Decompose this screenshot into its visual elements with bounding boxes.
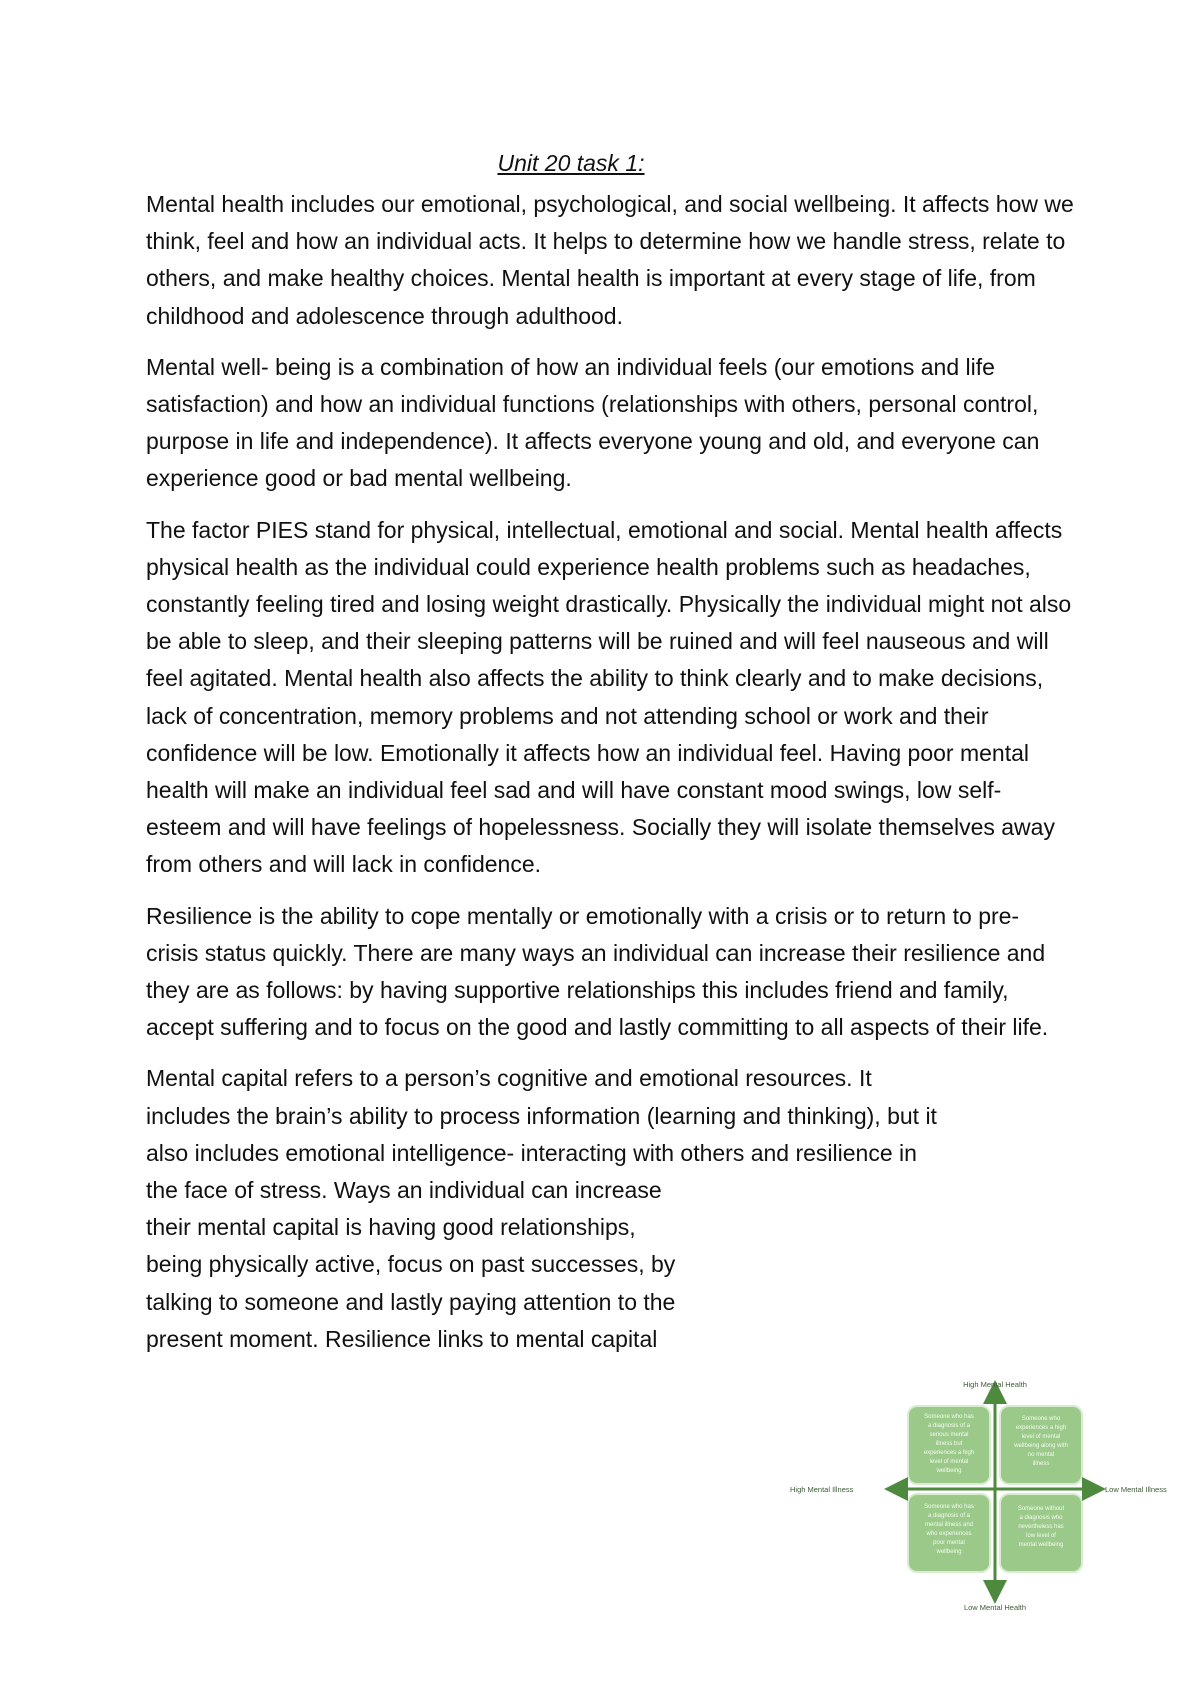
quadrant-text-line: Someone who: [1021, 1416, 1061, 1422]
document-page: [146, 148, 1076, 1372]
text-line: present moment. Resilience links to mental capital: [146, 1325, 658, 1352]
quadrant-text-line: illness: [1032, 1461, 1050, 1467]
paragraph-mental-capital: [146, 1060, 1076, 1358]
quadrant-text-line: mental illness and: [924, 1522, 974, 1528]
quadrant-text-line: who experiences: [926, 1531, 972, 1537]
quadrant-text-line: experiences a high: [1015, 1425, 1067, 1431]
mental-health-continuum-diagram: [790, 1380, 1198, 1626]
quadrant-text-line: wellbeing: [936, 1468, 962, 1474]
text-line: includes the brain’s ability to process information (learning and thinking), but it: [146, 1102, 937, 1129]
quadrant-text-line: mental wellbeing: [1018, 1542, 1064, 1548]
quadrant-text-line: poor mental: [933, 1540, 965, 1546]
quadrant-text-line: illness but: [935, 1441, 963, 1447]
paragraph-mental-wellbeing: Mental well- being is a combination of how an individual feels (our emotions and life satisfaction) and how an individual functions (relationships with others, personal control, purpose in life and independence). It affects everyone young and old, and everyone can experience good or bad mental wellbeing.: [146, 353, 1040, 492]
text-line: the face of stress. Ways an individual can increase: [146, 1177, 662, 1204]
quadrant-text-line: no mental: [1027, 1452, 1055, 1458]
page-title: Unit 20 task 1:: [497, 150, 645, 176]
paragraph-mental-health: Mental health includes our emotional, psychological, and social wellbeing. It affects how we think, feel and how an individual acts. It helps to determine how we handle stress, relate to others, and make healthy choices. Mental health is important at every stage of life, from childhood and adolescence through adulthood.: [146, 191, 1074, 329]
quadrant-text-line: a diagnosis of a: [927, 1423, 971, 1429]
text-line: talking to someone and lastly paying attention to the: [146, 1288, 676, 1315]
paragraph-resilience: Resilience is the ability to cope mentally or emotionally with a crisis or to return to pre- crisis status quickly. There are many ways an individual can increase their resilience and they are as follows: by having supportive relationships this includes friend and family, accept suffering and to focus on the good and lastly committing to all aspects of their life.: [146, 902, 1049, 1041]
quadrant-text-line: Someone who has: [924, 1414, 974, 1420]
axis-label-bottom: Low Mental Health: [963, 1603, 1027, 1612]
axis-label-right: Low Mental Illness: [1105, 1485, 1167, 1494]
text-line: also includes emotional intelligence- interacting with others and resilience in: [146, 1139, 917, 1166]
quadrant-text-line: nevertheless has: [1018, 1524, 1064, 1530]
quadrant-text-line: a diagnosis who: [1019, 1515, 1063, 1521]
axis-label-top: High Mental Health: [963, 1380, 1027, 1389]
quadrant-text-line: low level of: [1026, 1533, 1056, 1539]
quadrant-text-line: level of mental: [929, 1459, 969, 1465]
axis-label-left: High Mental Illness: [790, 1485, 854, 1494]
quadrant-text-line: level of mental: [1021, 1434, 1061, 1440]
text-line: their mental capital is having good relationships,: [146, 1214, 636, 1241]
quadrant-text-line: experiences a high: [923, 1450, 975, 1456]
quadrant-text-line: wellbeing: [936, 1549, 962, 1555]
quadrant-text-line: Someone without: [1017, 1506, 1065, 1512]
quadrant-text-line: Someone who has: [924, 1504, 974, 1510]
paragraph-pies: The factor PIES stand for physical, intellectual, emotional and social. Mental health affects physical health as the individual could experience health problems such as headaches, constantly feeling tired and losing weight drastically. Physically the individual might not also be able to sleep, and their sleeping patterns will be ruined and will feel nauseous and will feel agitated. Mental health also affects the ability to think clearly and to make decisions, lack of concentration, memory problems and not attending school or work and their confidence will be low. Emotionally it affects how an individual feel. Having poor mental health will make an individual feel sad and will have constant mood swings, low self- esteem and will have feelings of hopelessness. Socially they will isolate themselves away from others and will lack in confidence.: [146, 516, 1072, 878]
quadrant-text-line: a diagnosis of a: [927, 1513, 971, 1519]
quadrant-text-line: wellbeing along with: [1014, 1443, 1068, 1449]
quadrant-text-line: serious mental: [929, 1432, 969, 1438]
text-line: Mental capital refers to a person’s cognitive and emotional resources. It: [146, 1065, 872, 1092]
text-line: being physically active, focus on past successes, by: [146, 1251, 676, 1278]
